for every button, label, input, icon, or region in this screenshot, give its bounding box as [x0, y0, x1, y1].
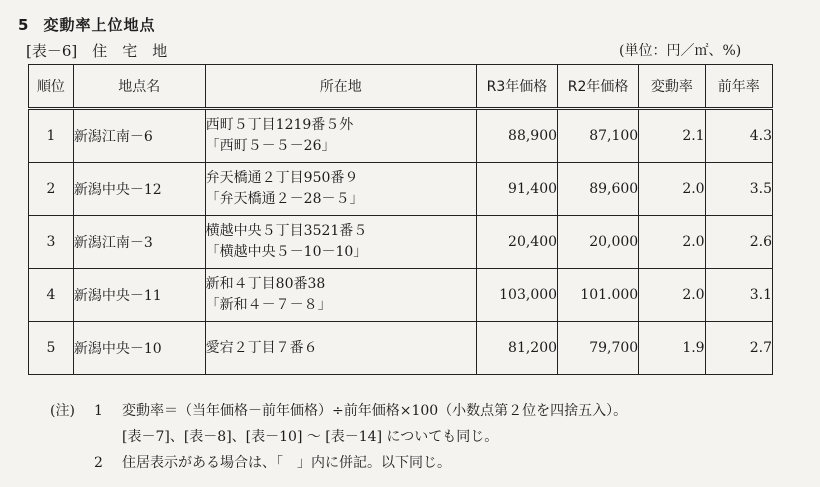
address-residence-line: 「西町５－５－26」 [205, 138, 336, 154]
rank-cell: 5 [29, 322, 74, 375]
note-text: 変動率＝（当年価格－前年価格）÷前年価格×100（小数点第２位を四捨五入）。 [122, 403, 628, 419]
prev-rate-cell: 3.1 [705, 269, 772, 322]
address-line: 愛宕２丁目７番６ [205, 339, 318, 356]
rank-cell: 3 [29, 216, 74, 269]
r2-price-cell: 79,700 [558, 322, 639, 375]
section-number: 5 [18, 16, 30, 34]
unit-label: (単位：円／㎡、%) [619, 43, 742, 59]
change-rate-cell: 2.0 [639, 269, 705, 322]
r3-price-cell: 81,200 [476, 322, 557, 375]
change-rate-cell: 2.1 [639, 109, 705, 163]
address-cell [205, 216, 476, 269]
address-residence-line: 「弁天橋通２－28－５」 [205, 191, 364, 207]
note-number: 2 [94, 455, 103, 471]
header-prev-rate: 前年率 [705, 65, 772, 109]
r2-price-cell: 20,000 [558, 216, 639, 269]
header-address: 所在地 [205, 65, 476, 109]
address-residence-line: 「新和４－７－８」 [205, 297, 332, 313]
prev-rate-cell: 2.6 [705, 216, 772, 269]
note-1 [50, 398, 627, 424]
r2-price-cell: 101.000 [558, 269, 639, 322]
table-row [29, 163, 773, 216]
address-cell [205, 109, 476, 163]
header-change-rate: 変動率 [639, 65, 705, 109]
note-1-continuation: [表－7]、[表－8]、[表－10] ～ [表－14] についても同じ。 [122, 429, 499, 445]
r3-price-cell: 88,900 [476, 109, 557, 163]
table-row [29, 322, 773, 375]
table-row [29, 269, 773, 322]
header-rank: 順位 [29, 65, 74, 109]
note-label: (注) [50, 403, 75, 419]
address-cell [205, 322, 476, 375]
section-title: 変動率上位地点 [43, 16, 156, 34]
note-number: 1 [94, 403, 103, 419]
r3-price-cell: 103,000 [476, 269, 557, 322]
rank-cell: 2 [29, 163, 74, 216]
address-line: 弁天橋通２丁目950番９ [205, 170, 359, 186]
header-r3-price: R3年価格 [476, 65, 557, 109]
note-2 [50, 450, 627, 476]
r3-price-cell: 20,400 [476, 216, 557, 269]
prev-rate-cell: 4.3 [705, 109, 772, 163]
header-name: 地点名 [73, 65, 205, 109]
ranking-table [28, 64, 773, 375]
table-caption: [表－6] 住 宅 地 [26, 42, 168, 60]
site-name-cell: 新潟中央－11 [73, 269, 205, 322]
address-cell [205, 269, 476, 322]
change-rate-cell: 2.0 [639, 216, 705, 269]
address-line: 新和４丁目80番38 [205, 276, 326, 292]
change-rate-cell: 2.0 [639, 163, 705, 216]
note-text: 住居表示がある場合は、「 」内に併記。以下同じ。 [122, 455, 451, 471]
site-name-cell: 新潟江南－6 [73, 109, 205, 163]
table-header-row [29, 65, 773, 109]
table-row [29, 109, 773, 163]
change-rate-cell: 1.9 [639, 322, 705, 375]
header-r2-price: R2年価格 [558, 65, 639, 109]
rank-cell: 1 [29, 109, 74, 163]
site-name-cell: 新潟中央－12 [73, 163, 205, 216]
r3-price-cell: 91,400 [476, 163, 557, 216]
section-heading [18, 14, 155, 35]
address-line: 横越中央５丁目3521番５ [205, 223, 368, 239]
rank-cell: 4 [29, 269, 74, 322]
address-line: 西町５丁目1219番５外 [205, 117, 354, 133]
notes-block [50, 398, 627, 476]
address-cell [205, 163, 476, 216]
r2-price-cell: 89,600 [558, 163, 639, 216]
prev-rate-cell: 2.7 [705, 322, 772, 375]
site-name-cell: 新潟江南－3 [73, 216, 205, 269]
prev-rate-cell: 3.5 [705, 163, 772, 216]
r2-price-cell: 87,100 [558, 109, 639, 163]
site-name-cell: 新潟中央－10 [73, 322, 205, 375]
table-row [29, 216, 773, 269]
address-residence-line: 「横越中央５－10－10」 [205, 244, 368, 260]
